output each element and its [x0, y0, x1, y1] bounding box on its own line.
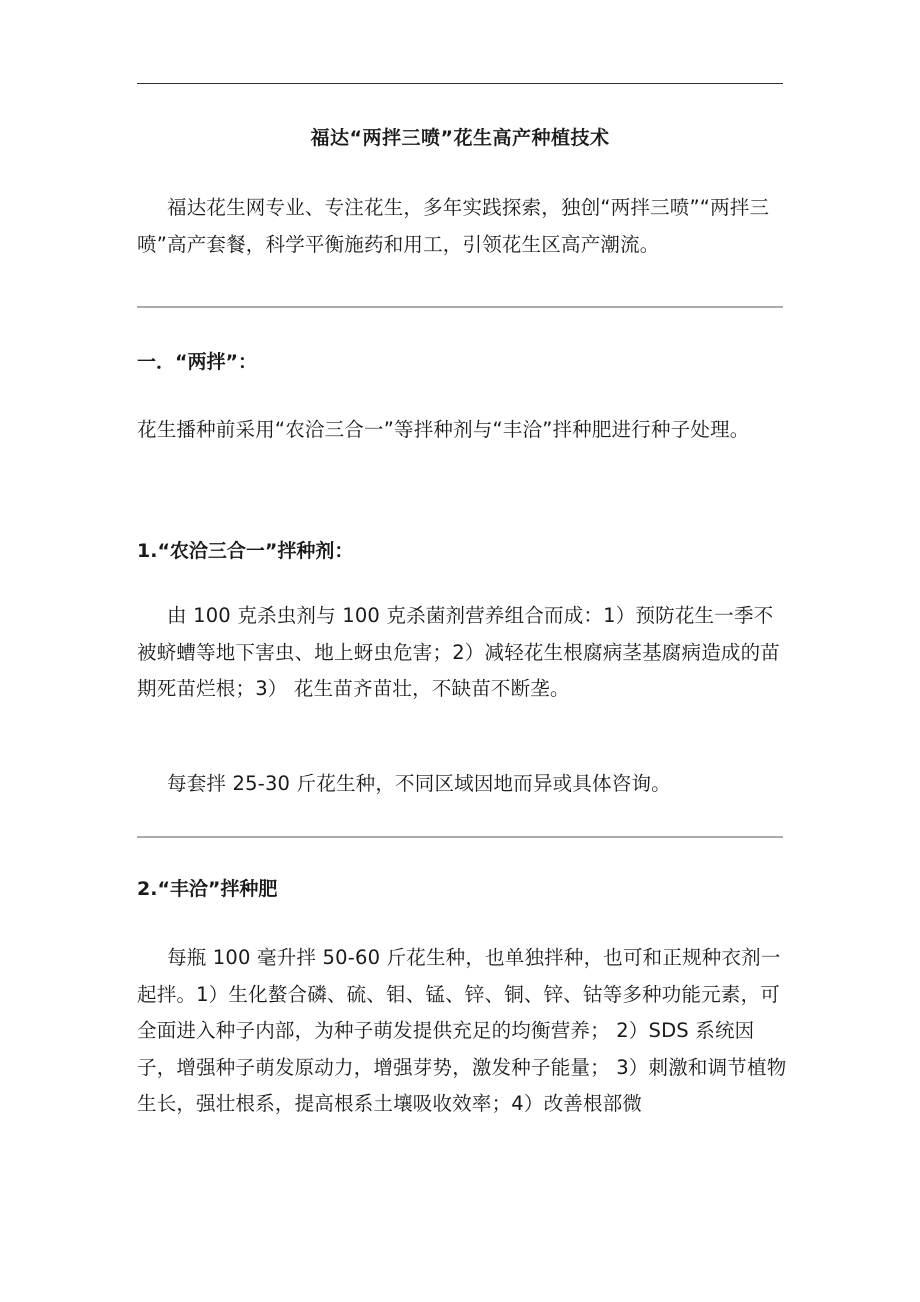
item-heading-fengqia: 2.“丰洽”拌种肥 [137, 878, 278, 900]
item-heading-nongqia: 1.“农洽三合一”拌种剂： [137, 540, 354, 562]
intro-paragraph: 福达花生网专业、专注花生，多年实践探索，独创“两拌三喷”“两拌三喷”高产套餐，科学平衡施药和用工，引领花生区高产潮流。 [137, 196, 770, 256]
item-paragraph-nongqia: 由 100 克杀虫剂与 100 克杀菌剂营养组合而成：1）预防花生一季不被蛴螬等地下害虫、地上蚜虫危害；2）减轻花生根腐病茎基腐病造成的苗期死苗烂根；3） 花生苗齐苗壮，不缺苗不断垄。 [137, 604, 781, 700]
document-title: 福达“两拌三喷”花生高产种植技术 [310, 127, 610, 149]
divider-1 [137, 306, 783, 308]
top-rule [137, 83, 783, 84]
item-note-nongqia: 每套拌 25-30 斤花生种，不同区域因地而异或具体咨询。 [167, 772, 671, 795]
section-paragraph-liangban: 花生播种前采用“农洽三合一”等拌种剂与“丰洽”拌种肥进行种子处理。 [137, 418, 750, 441]
item-paragraph-fengqia: 每瓶 100 毫升拌 50-60 斤花生种，也单独拌种，也可和正规种衣剂一起拌。1）生化螯合磷、硫、钼、锰、锌、铜、锌、钴等多种功能元素，可全面进入种子内部，为种子萌发提供充足的均衡营养； 2）SDS 系统因子，增强种子萌发原动力，增强芽势，激发种子能量； 3）刺激和调节植物生长，强壮根系，提高根系土壤吸收效率；4）改善根部微 [137, 946, 787, 1115]
divider-2 [137, 836, 783, 838]
section-heading-liangban: 一．“两拌”： [137, 351, 257, 373]
